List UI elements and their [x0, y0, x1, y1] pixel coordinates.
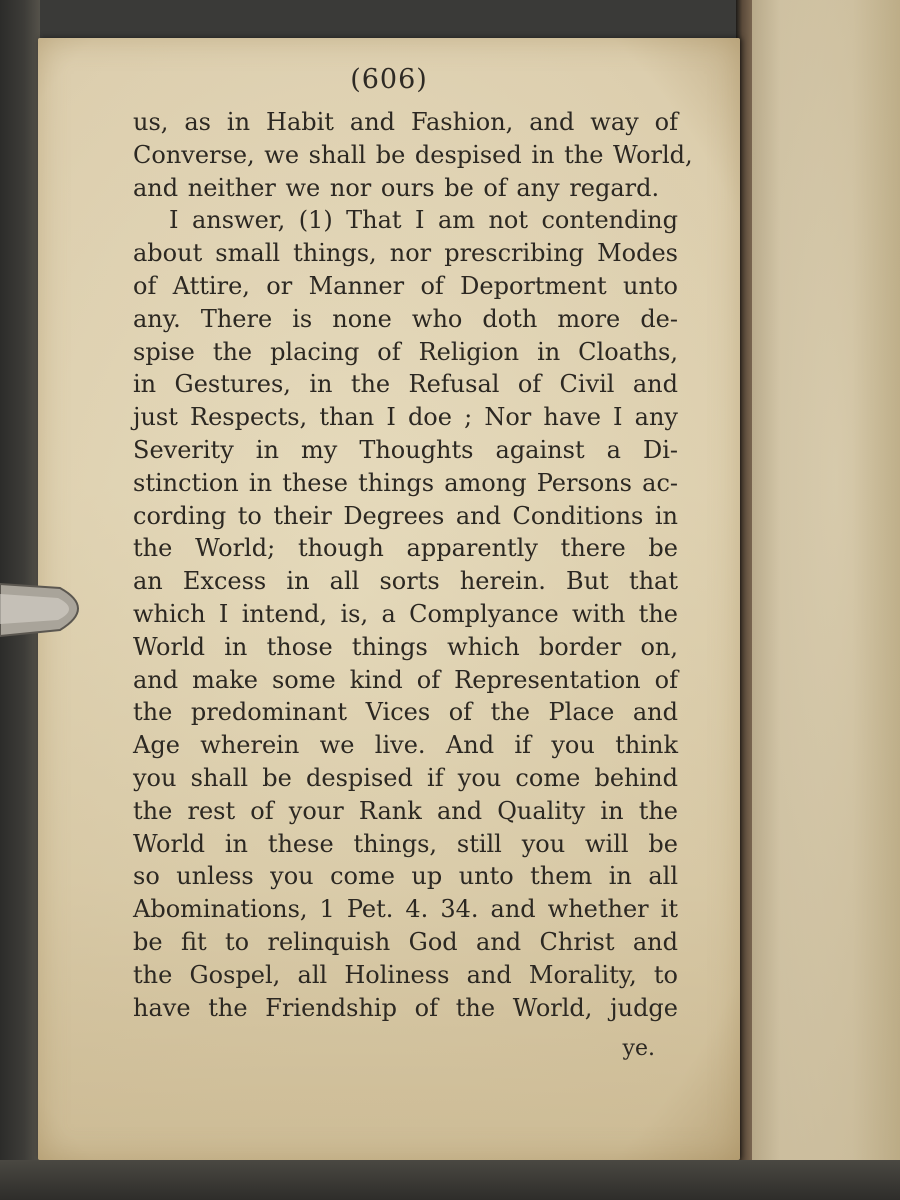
text-line: any. There is none who doth more de- — [133, 304, 678, 333]
text-line: be fit to relinquish God and Christ and — [133, 927, 678, 956]
text-line: spise the placing of Religion in Cloaths, — [133, 337, 678, 366]
text-line: Severity in my Thoughts against a Di- — [133, 435, 678, 464]
text-line: and neither we nor ours be of any regard. — [133, 173, 660, 202]
text-line: I answer, (1) That I am not contending — [169, 206, 678, 235]
text-line: the World; though apparently there be — [133, 534, 678, 563]
text-line: World in those things which border on, — [133, 632, 678, 661]
catchword: ye. — [622, 1036, 655, 1061]
text-line: the Gospel, all Holiness and Morality, to — [133, 960, 678, 989]
bottom-background — [0, 1160, 900, 1200]
text-line: Age wherein we live. And if you think — [133, 731, 678, 760]
text-line: World in these things, still you will be — [133, 829, 678, 858]
text-line: of Attire, or Manner of Deportment unto — [133, 271, 678, 300]
page-text — [133, 106, 693, 1024]
text-line: in Gestures, in the Refusal of Civil and — [133, 370, 678, 399]
text-line: an Excess in all sorts herein. But that — [133, 567, 678, 596]
text-line: you shall be despised if you come behind — [133, 763, 678, 792]
text-line: the predominant Vices of the Place and — [133, 698, 678, 727]
bookmark-clip — [0, 578, 96, 640]
text-line: so unless you come up unto them in all — [133, 862, 678, 891]
text-line: the rest of your Rank and Quality in the — [133, 796, 678, 825]
text-line: just Respects, than I doe ; Nor have I any — [133, 403, 678, 432]
text-line: Abominations, 1 Pet. 4. 34. and whether it — [133, 895, 678, 924]
text-line: which I intend, is, a Complyance with the — [133, 599, 678, 628]
book-page — [38, 38, 740, 1160]
text-line: about small things, nor prescribing Modes — [133, 239, 678, 268]
facing-page — [740, 0, 900, 1200]
text-line: us, as in Habit and Fashion, and way of — [133, 108, 678, 136]
text-line: have the Friendship of the World, judge — [133, 993, 678, 1022]
page-number: (606) — [350, 64, 428, 95]
text-line: stinction in these things among Persons ac- — [133, 468, 678, 497]
text-line: cording to their Degrees and Conditions in — [133, 501, 678, 530]
text-line: Converse, we shall be despised in the World, — [133, 140, 693, 169]
text-line: and make some kind of Representation of — [133, 665, 678, 694]
